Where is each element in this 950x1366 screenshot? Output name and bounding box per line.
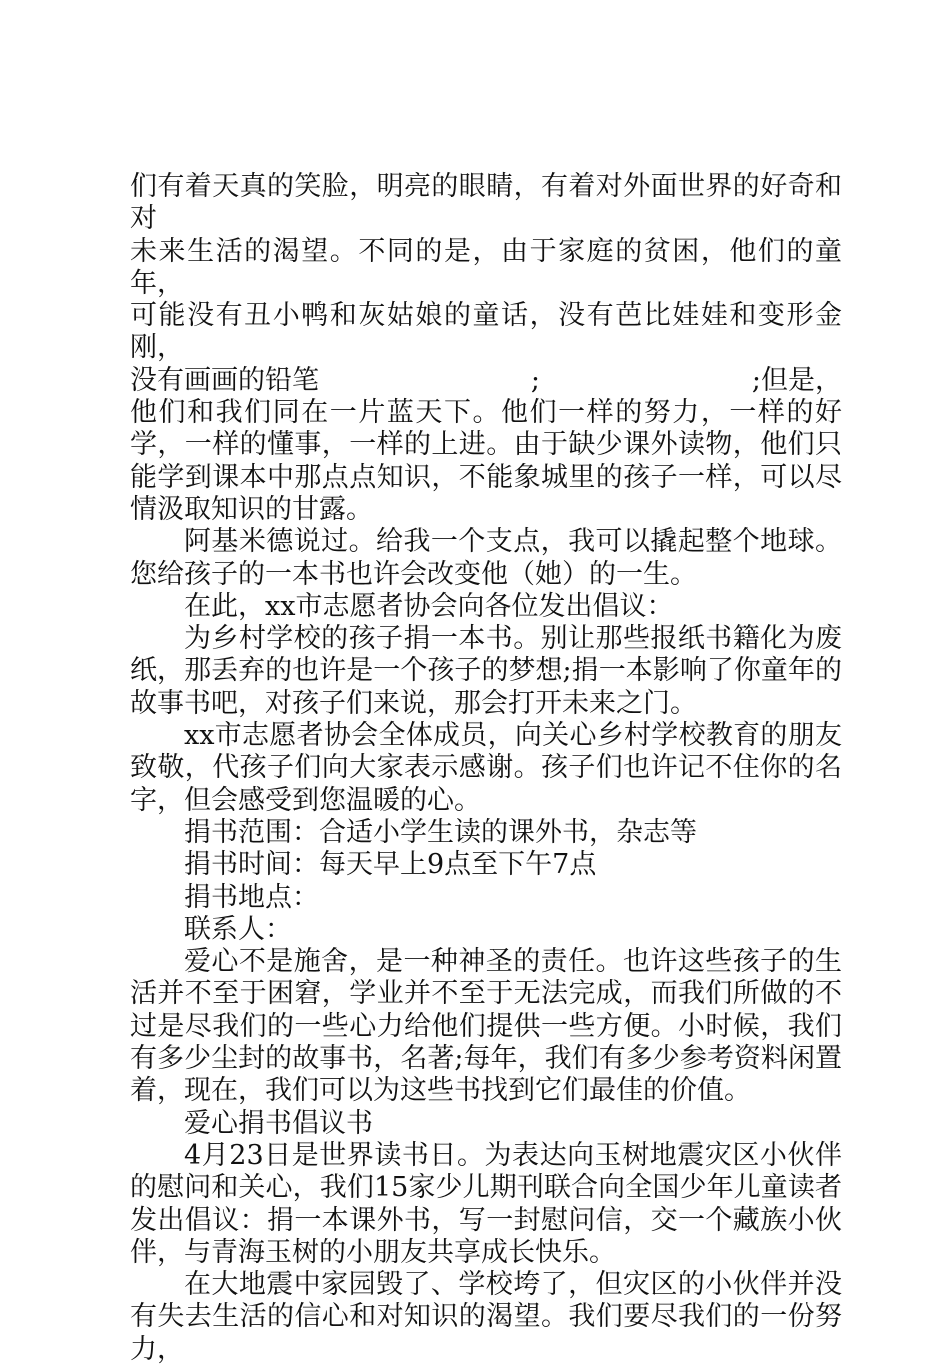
- paragraph-1-line-4-start: 没有画画的铅笔: [130, 364, 319, 396]
- paragraph-1-line-4: [130, 365, 842, 397]
- paragraph-1-line-2: 未来生活的渴望。不同的是，由于家庭的贫困，他们的童年，: [130, 235, 842, 299]
- paragraph-12: 4月23日是世界读书日。为表达向玉树地震灾区小伙伴的慰问和关心，我们15家少儿期刊联合向全国少年儿童读者发出倡议：捐一本课外书，写一封慰问信，交一个藏族小伙伴，与青海玉树的小朋友共享成长快乐。: [130, 1139, 842, 1268]
- section-title: 爱心捐书倡议书: [184, 1107, 373, 1139]
- paragraph-1-line-4-middle: ;: [530, 364, 540, 396]
- paragraph-10: 爱心不是施舍，是一种神圣的责任。也许这些孩子的生活并不至于困窘，学业并不至于无法完成，而我们所做的不过是尽我们的一些心力给他们提供一些方便。小时候，我们有多少尘封的故事书，名著;每年，我们有多少参考资料闲置着，现在，我们可以为这些书找到它们最佳的价值。: [130, 946, 842, 1107]
- paragraph-13: 在大地震中家园毁了、学校垮了，但灾区的小伙伴并没有失去生活的信心和对知识的渴望。我们要尽我们的一份努力，: [130, 1269, 842, 1365]
- contact-person: 联系人：: [184, 913, 292, 945]
- paragraph-4: 为乡村学校的孩子捐一本书。别让那些报纸书籍化为废纸，那丢弃的也许是一个孩子的梦想;捐一本影响了你童年的故事书吧，对孩子们来说，那会打开未来之门。: [130, 623, 842, 719]
- paragraph-1-line-1: 们有着天真的笑脸，明亮的眼睛，有着对外面世界的好奇和对: [130, 171, 842, 235]
- paragraph-1-line-4-end: ;但是，: [751, 364, 842, 396]
- paragraph-3: 在此，xx市志愿者协会向各位发出倡议：: [184, 590, 674, 622]
- paragraph-5: xx市志愿者协会全体成员，向关心乡村学校教育的朋友致敬，代孩子们向大家表示感谢。孩子们也许记不住你的名字，但会感受到您温暖的心。: [130, 720, 842, 816]
- document-page: [130, 171, 842, 1366]
- donation-time: 捐书时间：每天早上9点至下午7点: [184, 849, 597, 881]
- donation-location: 捐书地点：: [184, 881, 319, 913]
- paragraph-1-rest: 他们和我们同在一片蓝天下。他们一样的努力，一样的好学，一样的懂事，一样的上进。由于缺少课外读物，他们只能学到课本中那点点知识，不能象城里的孩子一样，可以尽情汲取知识的甘露。: [130, 397, 842, 525]
- paragraph-1-line-3: 可能没有丑小鸭和灰姑娘的童话，没有芭比娃娃和变形金刚，: [130, 300, 842, 364]
- donation-scope: 捐书范围：合适小学生读的课外书，杂志等: [184, 816, 697, 848]
- paragraph-2: 阿基米德说过。给我一个支点，我可以撬起整个地球。您给孩子的一本书也许会改变他（她）的一生。: [130, 526, 842, 590]
